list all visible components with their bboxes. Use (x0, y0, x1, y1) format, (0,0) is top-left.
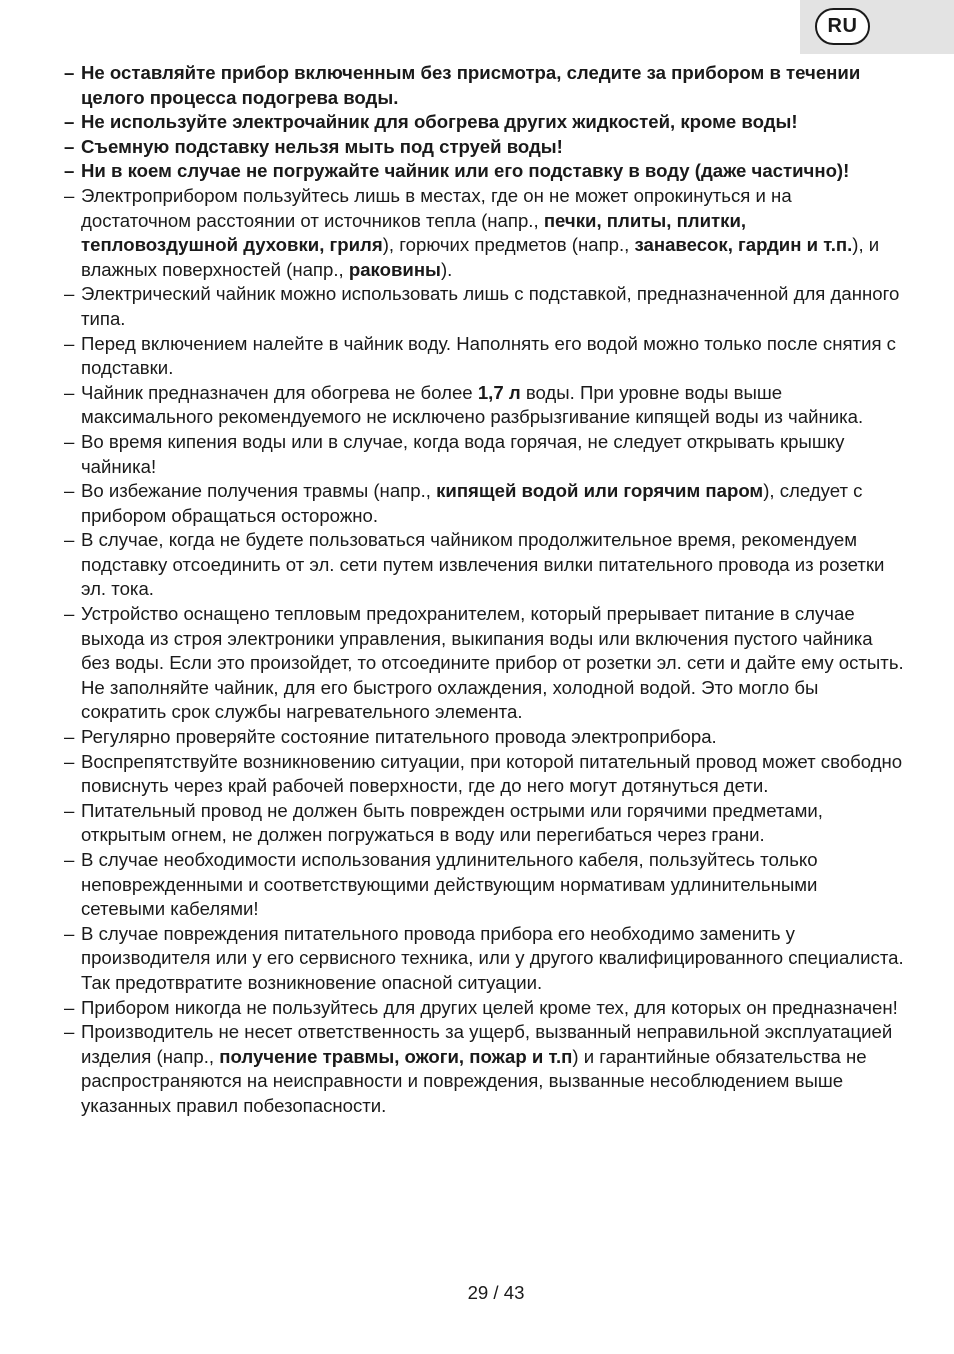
item-text: Устройство оснащено тепловым предохранителем, который прерывает питание в случае выхода из строя электроники управления, выкипания воды или включения пустого чайника без воды. Если это произойдет, то отсоедините прибор от розетки эл. сети и дайте ему остыть. Не заполняйте чайник, для его быстрого охлаждения, холодной водой. Это могло бы сократить срок службы нагревательного элемента. (81, 603, 904, 723)
list-item (64, 799, 904, 848)
dash-bullet: – (64, 726, 75, 748)
item-text: Не используйте электрочайник для обогрева других жидкостей, кроме воды! (81, 111, 798, 133)
dash-bullet: – (64, 996, 75, 1018)
dash-bullet: – (64, 332, 75, 354)
item-text: воды. При уровне воды выше максимального рекомендуемого не исключено разбрызгивание кипящей воды из чайника. (81, 381, 864, 428)
item-emphasis: занавесок, гардин и т.п. (634, 234, 853, 256)
dash-bullet: – (64, 62, 75, 83)
language-tab (800, 0, 954, 54)
dash-bullet: – (64, 529, 75, 551)
item-emphasis: 1,7 л (477, 381, 521, 403)
list-item (64, 1020, 904, 1118)
list-item (64, 922, 904, 996)
page-number: 29 / 43 (467, 1282, 525, 1303)
item-text: Во избежание получения травмы (напр., (81, 480, 437, 502)
list-item (64, 61, 904, 110)
safety-instructions-list (64, 61, 904, 1119)
list-item (64, 848, 904, 922)
list-item (64, 996, 904, 1021)
item-text: ). (440, 258, 453, 280)
item-text: Электрический чайник можно использовать лишь с подставкой, предназначенной для данного типа. (81, 283, 900, 329)
item-text: Не оставляйте прибор включенным без присмотра, следите за прибором в течении целого процесса подогрева воды. (81, 62, 861, 108)
item-text: Воспрепятствуйте возникновению ситуации, при которой питательный провод может свободно повиснуть через край рабочей поверхности, где до него могут дотянуться дети. (81, 750, 903, 797)
dash-bullet: – (64, 603, 75, 625)
dash-bullet: – (64, 480, 75, 502)
list-item (64, 381, 904, 430)
dash-bullet: – (64, 160, 75, 182)
dash-bullet: – (64, 750, 75, 772)
item-text: ), и влажных поверхностей (напр., (81, 234, 880, 280)
item-text: Во время кипения воды или в случае, когда вода горячая, не следует открывать крышку чайника! (81, 430, 845, 477)
list-item (64, 479, 904, 528)
dash-bullet: – (64, 1021, 75, 1043)
list-item (64, 282, 904, 331)
list-item (64, 602, 904, 725)
item-text: Чайник предназначен для обогрева не более (81, 381, 478, 403)
item-text: Питательный провод не должен быть поврежден острыми или горячими предметами, открытым огнем, не должен погружаться в воду или перегибаться через грани. (81, 799, 823, 846)
list-item (64, 725, 904, 750)
item-text: ), следует с прибором обращаться осторожно. (81, 480, 863, 526)
dash-bullet: – (64, 111, 75, 133)
list-item (64, 750, 904, 799)
item-emphasis: получение травмы, ожоги, пожар и т.п (219, 1045, 573, 1067)
dash-bullet: – (64, 922, 75, 944)
dash-bullet: – (64, 381, 75, 403)
dash-bullet: – (64, 430, 75, 452)
list-item (64, 110, 904, 135)
list-item (64, 332, 904, 381)
item-text: Ни в коем случае не погружайте чайник или его подставку в воду (даже частично)! (81, 160, 850, 182)
item-emphasis: раковины (348, 258, 441, 280)
item-text: Перед включением налейте в чайник воду. Наполнять его водой можно только после снятия с подставки. (81, 332, 896, 379)
item-text: Съемную подставку нельзя мыть под струей воды! (81, 135, 563, 157)
item-text: Регулярно проверяйте состояние питательного провода электроприбора. (81, 726, 717, 748)
item-text: В случае необходимости использования удлинительного кабеля, пользуйтесь только неповрежденными и соответствующими действующим нормативам удлинительными сетевыми кабелями! (81, 849, 818, 920)
item-text: В случае, когда не будете пользоваться чайником продолжительное время, рекомендуем подставку отсоединить от эл. сети путем извлечения вилки питательного провода из розетки эл. тока. (81, 529, 885, 600)
list-item (64, 184, 904, 282)
list-item (64, 159, 904, 184)
dash-bullet: – (64, 799, 75, 821)
list-item (64, 528, 904, 602)
dash-bullet: – (64, 283, 75, 305)
item-emphasis: кипящей водой или горячим паром (436, 480, 764, 502)
item-text: ), горючих предметов (напр., (382, 234, 635, 256)
item-text: В случае повреждения питательного провода прибора его необходимо заменить у производителя или у его сервисного техника, или у другого квалифицированного специалиста. Так предотвратите возникновение опасной ситуации. (81, 922, 904, 993)
item-emphasis: печки, плиты, плитки, тепловоздушной духовки, гриля (81, 209, 747, 256)
item-text: Прибором никогда не пользуйтесь для других целей кроме тех, для которых он предназначен! (81, 996, 898, 1018)
item-text: ) и гарантийные обязательства не распространяются на неисправности и повреждения, вызванные несоблюдением выше указанных правил побезопасности. (81, 1045, 867, 1116)
dash-bullet: – (64, 849, 75, 870)
item-text: Электроприбором пользуйтесь лишь в местах, где он не может опрокинуться и на достаточном расстоянии от источников тепла (напр., (81, 184, 792, 231)
dash-bullet: – (64, 135, 75, 157)
list-item (64, 135, 904, 160)
language-badge: RU (815, 8, 870, 45)
dash-bullet: – (64, 184, 75, 206)
item-text: Производитель не несет ответственность за ущерб, вызванный неправильной эксплуатацией изделия (напр., (81, 1021, 893, 1067)
list-item (64, 430, 904, 479)
